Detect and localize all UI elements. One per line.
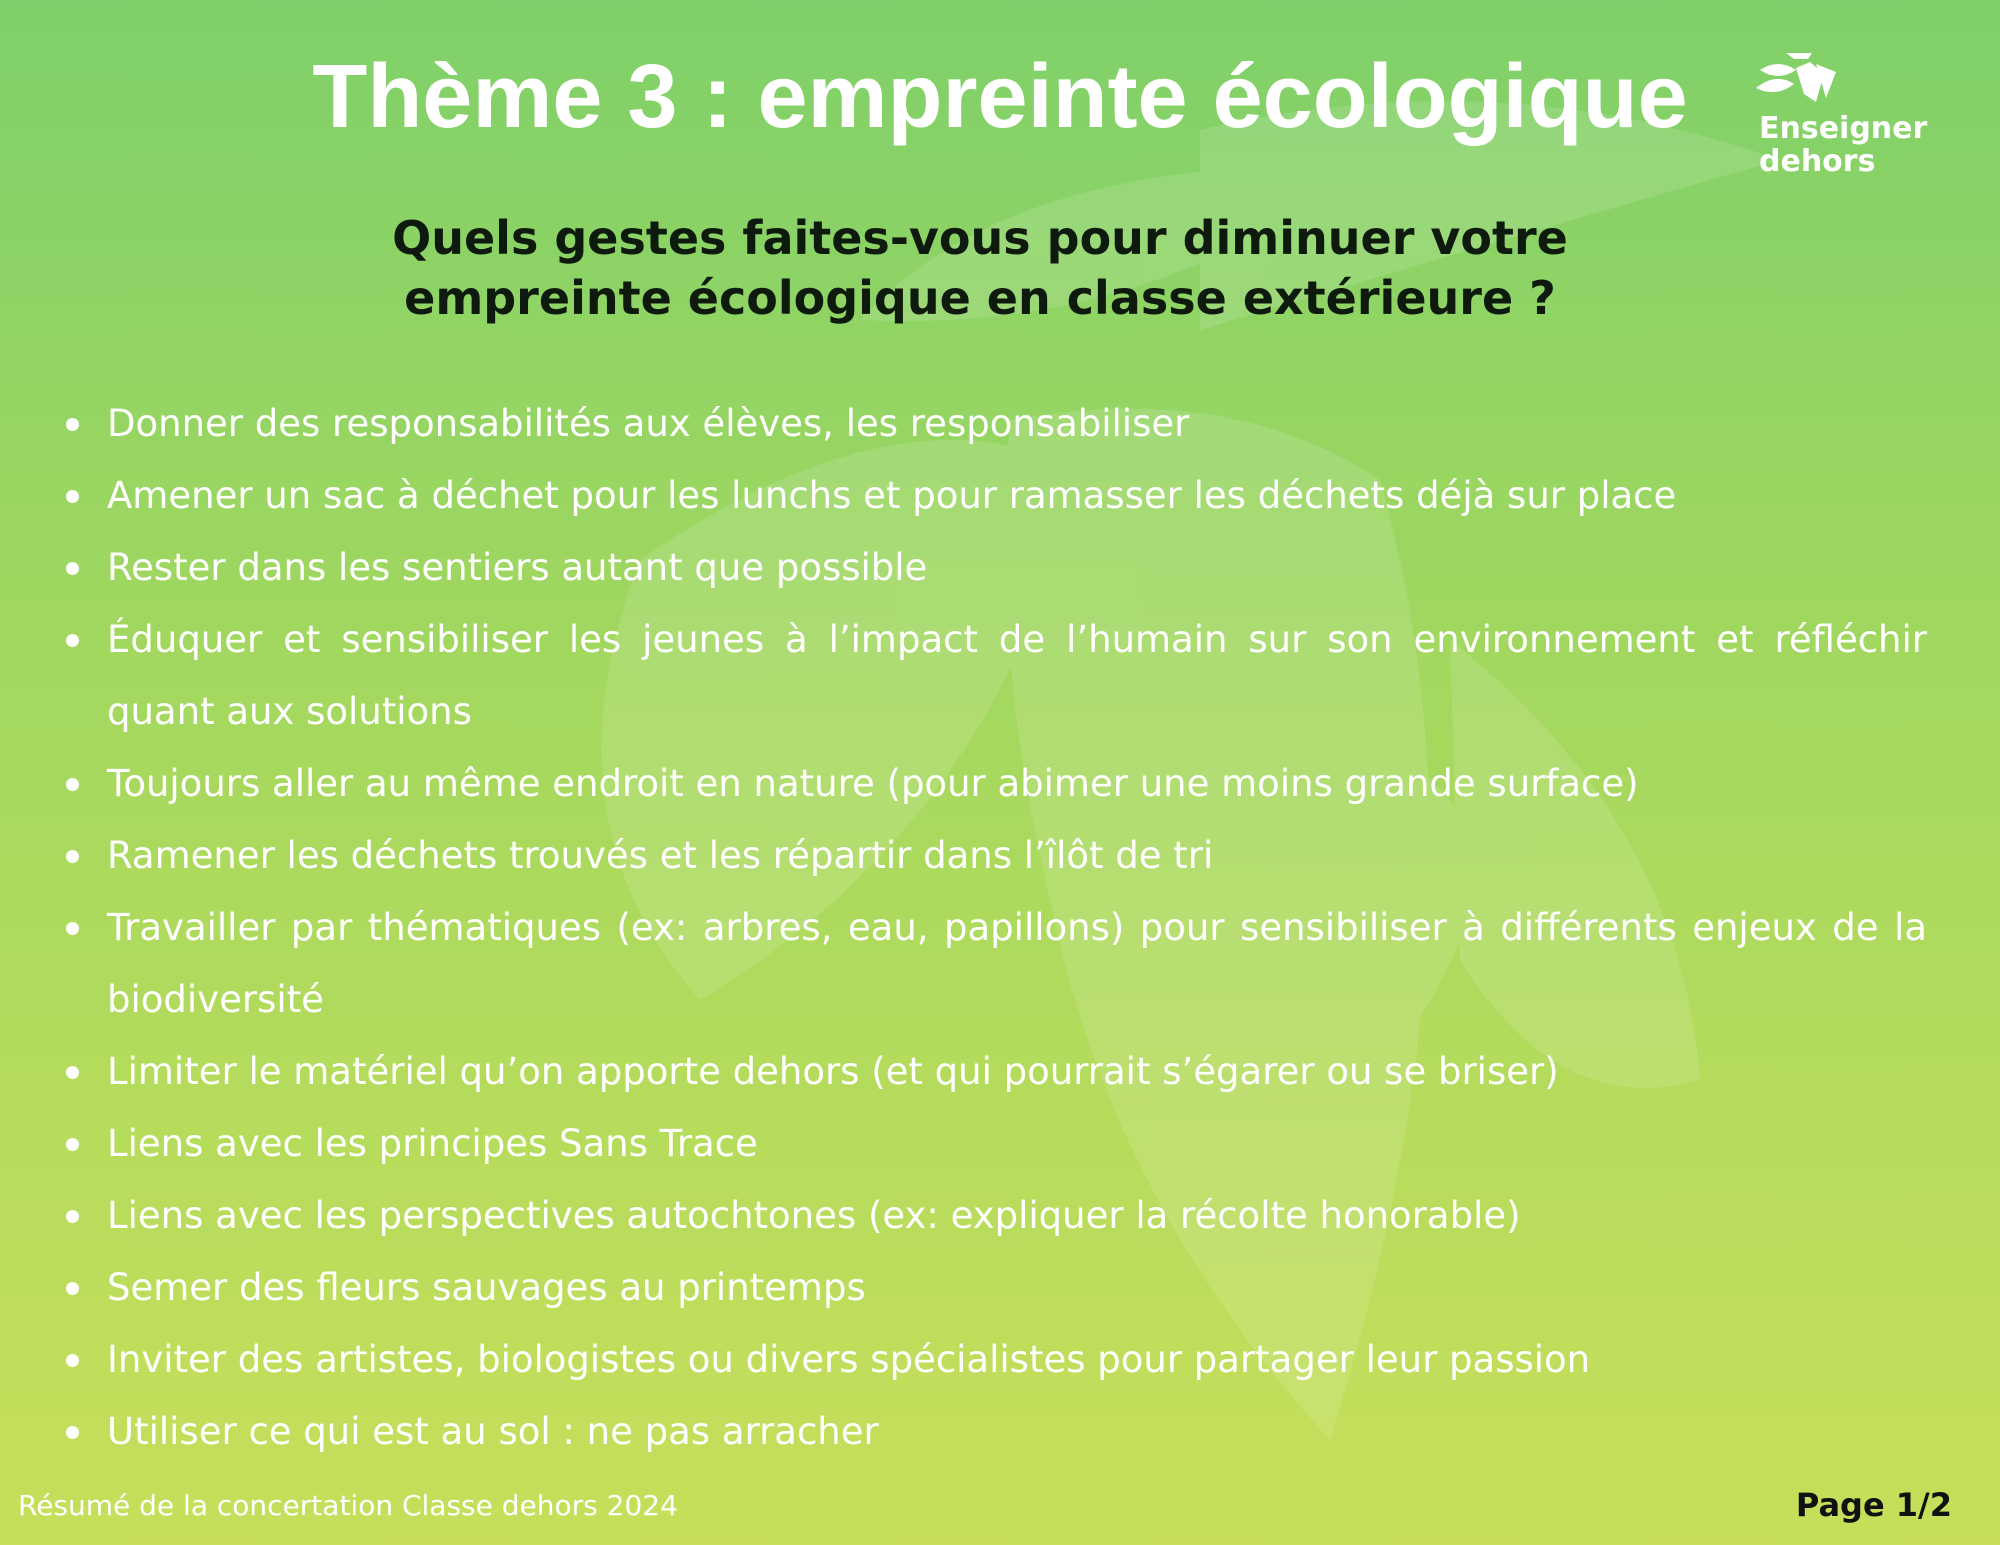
- list-item: [52, 820, 1927, 892]
- list-item-text: Semer des fleurs sauvages au printemps: [107, 1266, 866, 1309]
- list-item-text: Liens avec les perspectives autochtones (ex: expliquer la récolte honorable): [107, 1194, 1521, 1237]
- list-item-text: Toujours aller au même endroit en nature (pour abimer une moins grande surface): [107, 762, 1639, 805]
- list-item-text: Donner des responsabilités aux élèves, les responsabiliser: [107, 402, 1190, 445]
- list-item-text: Inviter des artistes, biologistes ou divers spécialistes pour partager leur passion: [107, 1338, 1591, 1381]
- list-item: [52, 460, 1927, 532]
- footer-caption: Résumé de la concertation Classe dehors 2024: [18, 1489, 678, 1522]
- list-item-text: Rester dans les sentiers autant que possible: [107, 546, 928, 589]
- logo-text: [1759, 112, 1949, 178]
- bird-leaf-icon: [1750, 50, 1850, 112]
- list-item: [52, 748, 1927, 820]
- list-item: [52, 604, 1927, 748]
- bullet-icon: [66, 1210, 79, 1223]
- bullet-icon: [66, 418, 79, 431]
- list-item-text: Travailler par thématiques (ex: arbres, eau, papillons) pour sensibiliser à différents enjeux de la biodiversité: [107, 906, 1927, 1021]
- list-item-text: Limiter le matériel qu’on apporte dehors (et qui pourrait s’égarer ou se briser): [107, 1050, 1559, 1093]
- bullet-icon: [66, 1354, 79, 1367]
- bullet-icon: [66, 850, 79, 863]
- list-item: [52, 1036, 1927, 1108]
- bullet-icon: [66, 1066, 79, 1079]
- list-item: [52, 532, 1927, 604]
- logo-line-1: Enseigner: [1759, 111, 1928, 146]
- answers-list: [52, 388, 1927, 1468]
- logo-line-2: dehors: [1759, 144, 1876, 179]
- list-item: [52, 388, 1927, 460]
- bullet-icon: [66, 1138, 79, 1151]
- bullet-icon: [66, 1282, 79, 1295]
- list-item: [52, 892, 1927, 1036]
- question-heading: Quels gestes faites-vous pour diminuer votre empreinte écologique en classe extérieure ?: [392, 211, 1568, 325]
- logo: [1750, 50, 1950, 190]
- page-title: Thème 3 : empreinte écologique: [312, 47, 1688, 147]
- bullet-icon: [66, 562, 79, 575]
- list-item-text: Liens avec les principes Sans Trace: [107, 1122, 758, 1165]
- list-item: [52, 1252, 1927, 1324]
- list-item: [52, 1396, 1927, 1468]
- bullet-icon: [66, 1426, 79, 1439]
- list-item-text: Éduquer et sensibiliser les jeunes à l’impact de l’humain sur son environnement et réfléchir quant aux solutions: [107, 618, 1927, 733]
- bullet-icon: [66, 490, 79, 503]
- page-number: Page 1/2: [1795, 1486, 1952, 1524]
- list-item-text: Ramener les déchets trouvés et les répartir dans l’îlôt de tri: [107, 834, 1214, 877]
- bullet-icon: [66, 778, 79, 791]
- list-item: [52, 1180, 1927, 1252]
- list-item: [52, 1324, 1927, 1396]
- bullet-icon: [66, 922, 79, 935]
- list-item-text: Utiliser ce qui est au sol : ne pas arracher: [107, 1410, 879, 1453]
- list-item-text: Amener un sac à déchet pour les lunchs et pour ramasser les déchets déjà sur place: [107, 474, 1677, 517]
- bullet-icon: [66, 634, 79, 647]
- list-item: [52, 1108, 1927, 1180]
